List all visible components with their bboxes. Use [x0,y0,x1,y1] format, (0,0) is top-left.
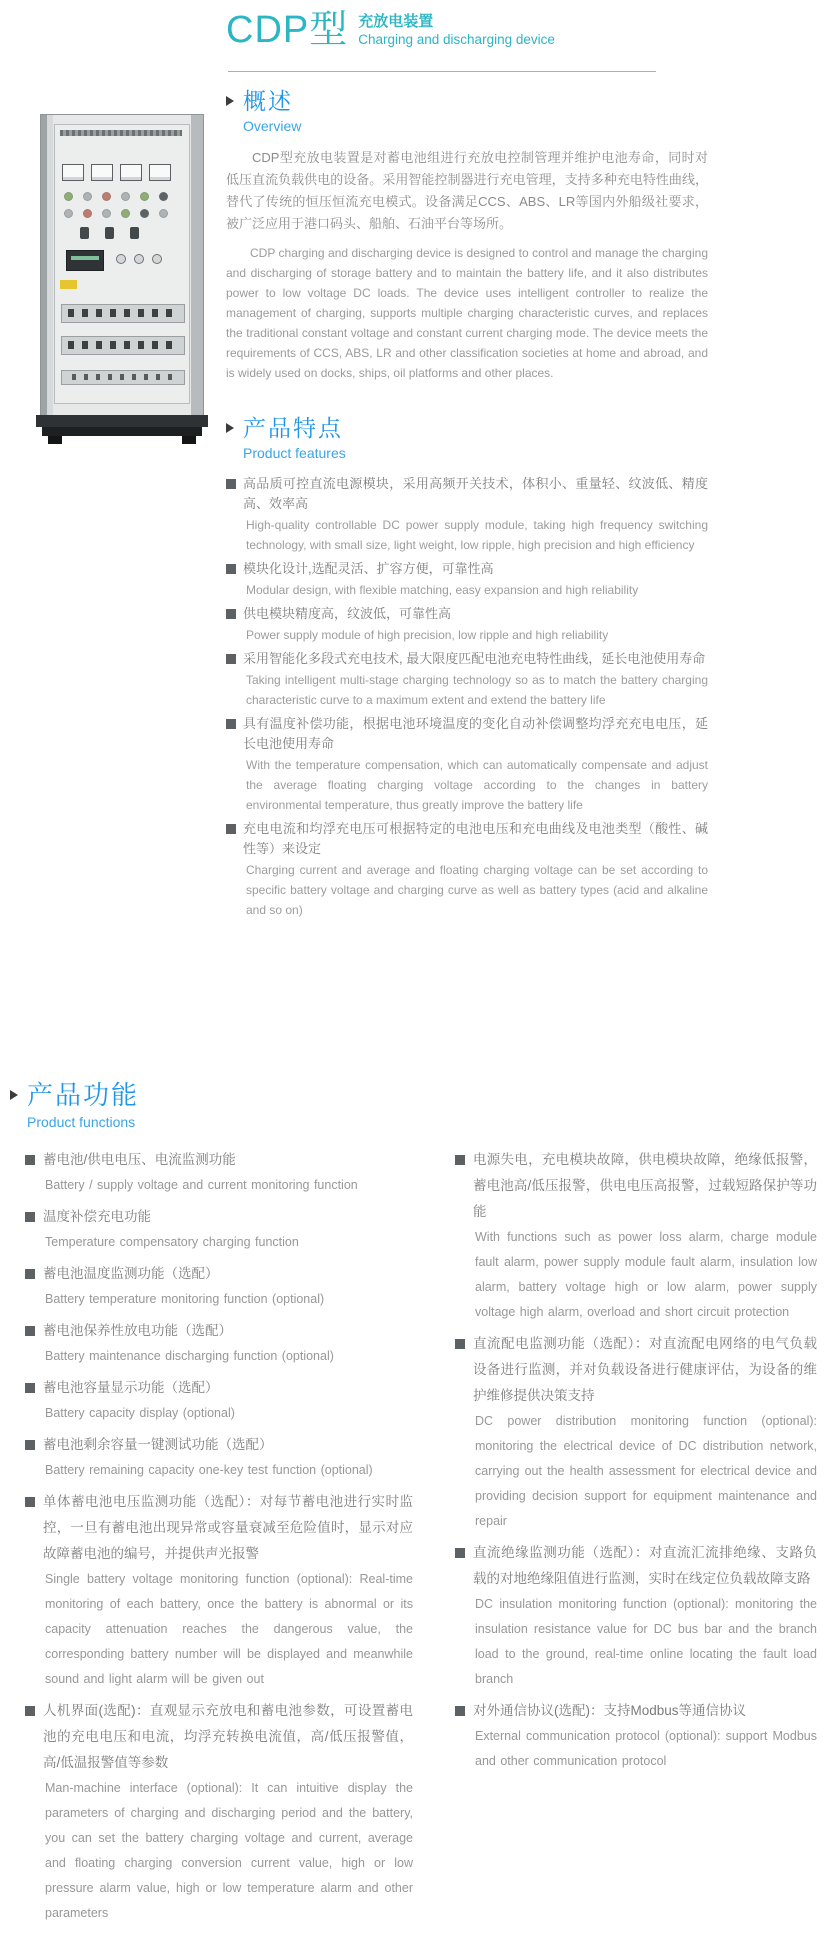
analog-meter-icon [91,164,113,181]
function-text-en: With functions such as power loss alarm, charge module fault alarm, power supply module fault alarm, insulation low alarm, battery voltage high or low alarm, power supply voltage high alarm, overload and short circuit protection [475,1230,817,1319]
feature-text-en: Taking intelligent multi-stage charging technology so as to match the battery charging characteristic curve to a maximum extent and extend the battery life [246,673,708,707]
connector-panel [61,370,185,385]
push-button-icon [134,254,144,264]
function-item [25,1147,413,1198]
bullet-square-icon [25,1269,35,1279]
feature-item [226,819,708,920]
cabinet-vent [60,130,182,136]
indicator-light-icon [121,192,130,201]
function-item [25,1318,413,1369]
overview-paragraph-en: CDP charging and discharging device is designed to control and manage the charging and discharging of storage battery and to maintain the battery life, and it also distributes power to low voltage DC loads. The device uses intelligent controller to realize the management of charging, supports multiple charging characteristic curves, and replaces the traditional constant voltage and constant current charging mode. The device meets the requirements of CCS, ABS, LR and other classification societies at home and abroad, and is widely used on docks, ships, oil platforms and other places. [226,246,708,380]
section-arrow-icon [226,96,234,106]
function-text-cn: 人机界面(选配)：直观显示充放电和蓄电池参数，可设置蓄电池的充电电压和电流，均浮充转换电流值，高/低压报警值，高/低温报警值等参数 [43,1703,413,1770]
indicator-light-row [64,192,168,201]
product-name-en: Charging and discharging device [358,32,555,47]
analog-meter-icon [149,164,171,181]
warning-label [60,280,77,289]
bullet-square-icon [455,1548,465,1558]
connector-panel [61,336,185,355]
title-divider [228,71,656,72]
function-item [25,1698,413,1926]
function-item [455,1540,817,1692]
function-item [25,1375,413,1426]
push-button-icon [116,254,126,264]
function-text-cn: 蓄电池容量显示功能（选配） [43,1380,219,1395]
bullet-square-icon [25,1212,35,1222]
section-arrow-icon [226,423,234,433]
bullet-square-icon [226,824,236,834]
function-text-cn: 单体蓄电池电压监测功能（选配）：对每节蓄电池进行实时监控，一旦有蓄电池出现异常或容量衰减至危险值时，显示对应故障蓄电池的编号，并提供声光报警 [43,1494,413,1561]
indicator-light-icon [140,209,149,218]
indicator-light-icon [83,209,92,218]
rocker-switch-icon [130,227,139,239]
cabinet-display [66,250,104,271]
function-text-en: Temperature compensatory charging function [45,1235,299,1249]
function-text-en: DC insulation monitoring function (optional): monitoring the insulation resistance value for DC bus bar and the branch load to the ground, real-time online locating the fault load branch [475,1597,817,1686]
function-text-en: Battery temperature monitoring function (optional) [45,1292,325,1306]
feature-text-cn: 具有温度补偿功能，根据电池环境温度的变化自动补偿调整均浮充充电电压，延长电池使用寿命 [243,716,708,751]
feature-text-cn: 采用智能化多段式充电技术, 最大限度匹配电池充电特性曲线，延长电池使用寿命 [243,651,706,666]
overview-paragraph-cn: CDP型充放电装置是对蓄电池组进行充放电控制管理并维护电池寿命，同时对低压直流负载供电的设备。采用智能控制器进行充电管理，支持多种充电特性曲线，替代了传统的恒压恒流充电模式。设备满足CCS、ABS、LR等国内外船级社要求，被广泛应用于港口码头、船舶、石油平台等场所。 [226,150,708,231]
feature-text-en: With the temperature compensation, which can automatically compensate and adjust the average floating charging voltage according to the changes in battery environmental temperature, thus greatly improve the battery life [246,758,708,812]
bullet-square-icon [455,1706,465,1716]
feature-item [226,604,708,645]
cabinet-switch-row [80,227,139,239]
functions-left-column [25,1147,413,1932]
function-text-en: Single battery voltage monitoring function (optional): Real-time monitoring of each battery, once the battery is abnormal or its capacity attenuation reaches the dangerous value, the corresponding battery number will be displayed and meanwhile sound and light alarm will be given out [45,1572,413,1686]
overview-heading-cn: 概述 [243,88,293,114]
indicator-light-icon [159,192,168,201]
cabinet-base [36,415,208,427]
function-text-cn: 蓄电池剩余容量一键测试功能（选配） [43,1437,273,1452]
feature-text-en: Charging current and average and floating charging voltage can be set according to specific battery voltage and charging curve as well as battery types (acid and alkaline and so on) [246,863,708,917]
analog-meter-icon [62,164,84,181]
feature-text-cn: 供电模块精度高，纹波低，可靠性高 [243,606,452,621]
features-heading-cn: 产品特点 [243,415,343,441]
function-text-cn: 对外通信协议(选配)：支持Modbus等通信协议 [473,1703,747,1718]
bullet-square-icon [226,654,236,664]
function-text-en: External communication protocol (optional): support Modbus and other communication protocol [475,1729,817,1768]
function-text-cn: 直流配电监测功能（选配）：对直流配电网络的电气负载设备进行监测，并对负载设备进行健康评估，为设备的维护维修提供决策支持 [473,1336,817,1403]
bullet-square-icon [226,719,236,729]
feature-text-en: Modular design, with flexible matching, easy expansion and high reliability [246,583,639,597]
feature-item [226,649,708,710]
function-item [25,1204,413,1255]
model-name: CDP型 [226,9,349,51]
functions-right-column [455,1147,817,1932]
indicator-light-icon [159,209,168,218]
bullet-square-icon [455,1155,465,1165]
section-arrow-icon [10,1090,18,1100]
function-item [25,1432,413,1483]
bullet-square-icon [25,1497,35,1507]
indicator-light-icon [102,209,111,218]
bullet-square-icon [455,1339,465,1349]
bullet-square-icon [25,1440,35,1450]
rocker-switch-icon [80,227,89,239]
cabinet-foot [48,436,62,444]
cabinet-meter-panel [62,164,182,181]
function-text-cn: 温度补偿充电功能 [43,1209,151,1224]
feature-text-en: High-quality controllable DC power supply module, taking high frequency switching technology, with small size, light weight, low ripple, high precision and high efficiency [246,518,708,552]
function-text-en: Battery capacity display (optional) [45,1406,235,1420]
function-item [25,1489,413,1692]
bullet-square-icon [226,479,236,489]
function-item [455,1331,817,1534]
connector-panel [61,304,185,323]
functions-heading-en: Product functions [27,1114,136,1130]
bullet-square-icon [226,609,236,619]
bullet-square-icon [226,564,236,574]
feature-text-en: Power supply module of high precision, low ripple and high reliability [246,628,609,642]
feature-item [226,714,708,815]
cabinet-foot [182,436,196,444]
function-text-cn: 蓄电池保养性放电功能（选配） [43,1323,232,1338]
product-name-cn: 充放电装置 [358,13,434,30]
indicator-light-icon [64,192,73,201]
indicator-light-icon [83,192,92,201]
function-item [455,1698,817,1774]
function-text-cn: 蓄电池/供电电压、电流监测功能 [43,1152,236,1167]
functions-heading-cn: 产品功能 [27,1080,140,1110]
function-text-cn: 直流绝缘监测功能（选配）：对直流汇流排绝缘、支路负载的对地绝缘阻值进行监测，实时在线定位负载故障支路 [473,1545,817,1586]
indicator-light-icon [64,209,73,218]
indicator-light-icon [121,209,130,218]
feature-text-cn: 模块化设计,选配灵活、扩容方便，可靠性高 [243,561,494,576]
cabinet-button-cluster [116,254,162,264]
function-text-cn: 蓄电池温度监测功能（选配） [43,1266,219,1281]
function-text-cn: 电源失电，充电模块故障，供电模块故障，绝缘低报警，蓄电池高/低压报警，供电电压高报警，过载短路保护等功能 [473,1152,817,1219]
section-overview [226,86,708,383]
section-product-functions [10,1078,822,1932]
analog-meter-icon [120,164,142,181]
product-photo-cabinet [30,112,216,446]
page-title [226,8,555,52]
bullet-square-icon [25,1326,35,1336]
indicator-light-icon [140,192,149,201]
function-text-en: Battery maintenance discharging function (optional) [45,1349,334,1363]
function-text-en: DC power distribution monitoring function (optional): monitoring the electrical device of DC distribution network, carrying out the health assessment for electrical device and providing decision support for equipment maintenance and repair [475,1414,817,1528]
bullet-square-icon [25,1383,35,1393]
feature-item [226,559,708,600]
features-heading-en: Product features [243,445,346,461]
overview-heading-en: Overview [243,118,302,134]
bullet-square-icon [25,1706,35,1716]
feature-text-cn: 高品质可控直流电源模块，采用高频开关技术，体积小、重量轻、纹波低、精度高、效率高 [243,476,708,511]
function-item [455,1147,817,1325]
function-text-en: Man-machine interface (optional): It can intuitive display the parameters of charging and discharging period and the battery, you can set the battery charging voltage and current, average and floating charging conversion current value, high or low pressure alarm value, high or low temperature alarm and other parameters [45,1781,413,1920]
cabinet-base [42,427,202,436]
indicator-light-row [64,209,168,218]
bullet-square-icon [25,1155,35,1165]
indicator-light-icon [102,192,111,201]
function-text-en: Battery / supply voltage and current monitoring function [45,1178,358,1192]
feature-text-cn: 充电电流和均浮充电压可根据特定的电池电压和充电曲线及电池类型（酸性、碱性等）来设定 [243,821,708,856]
section-product-features [226,413,708,920]
function-text-en: Battery remaining capacity one-key test function (optional) [45,1463,373,1477]
function-item [25,1261,413,1312]
push-button-icon [152,254,162,264]
rocker-switch-icon [105,227,114,239]
feature-item [226,474,708,555]
